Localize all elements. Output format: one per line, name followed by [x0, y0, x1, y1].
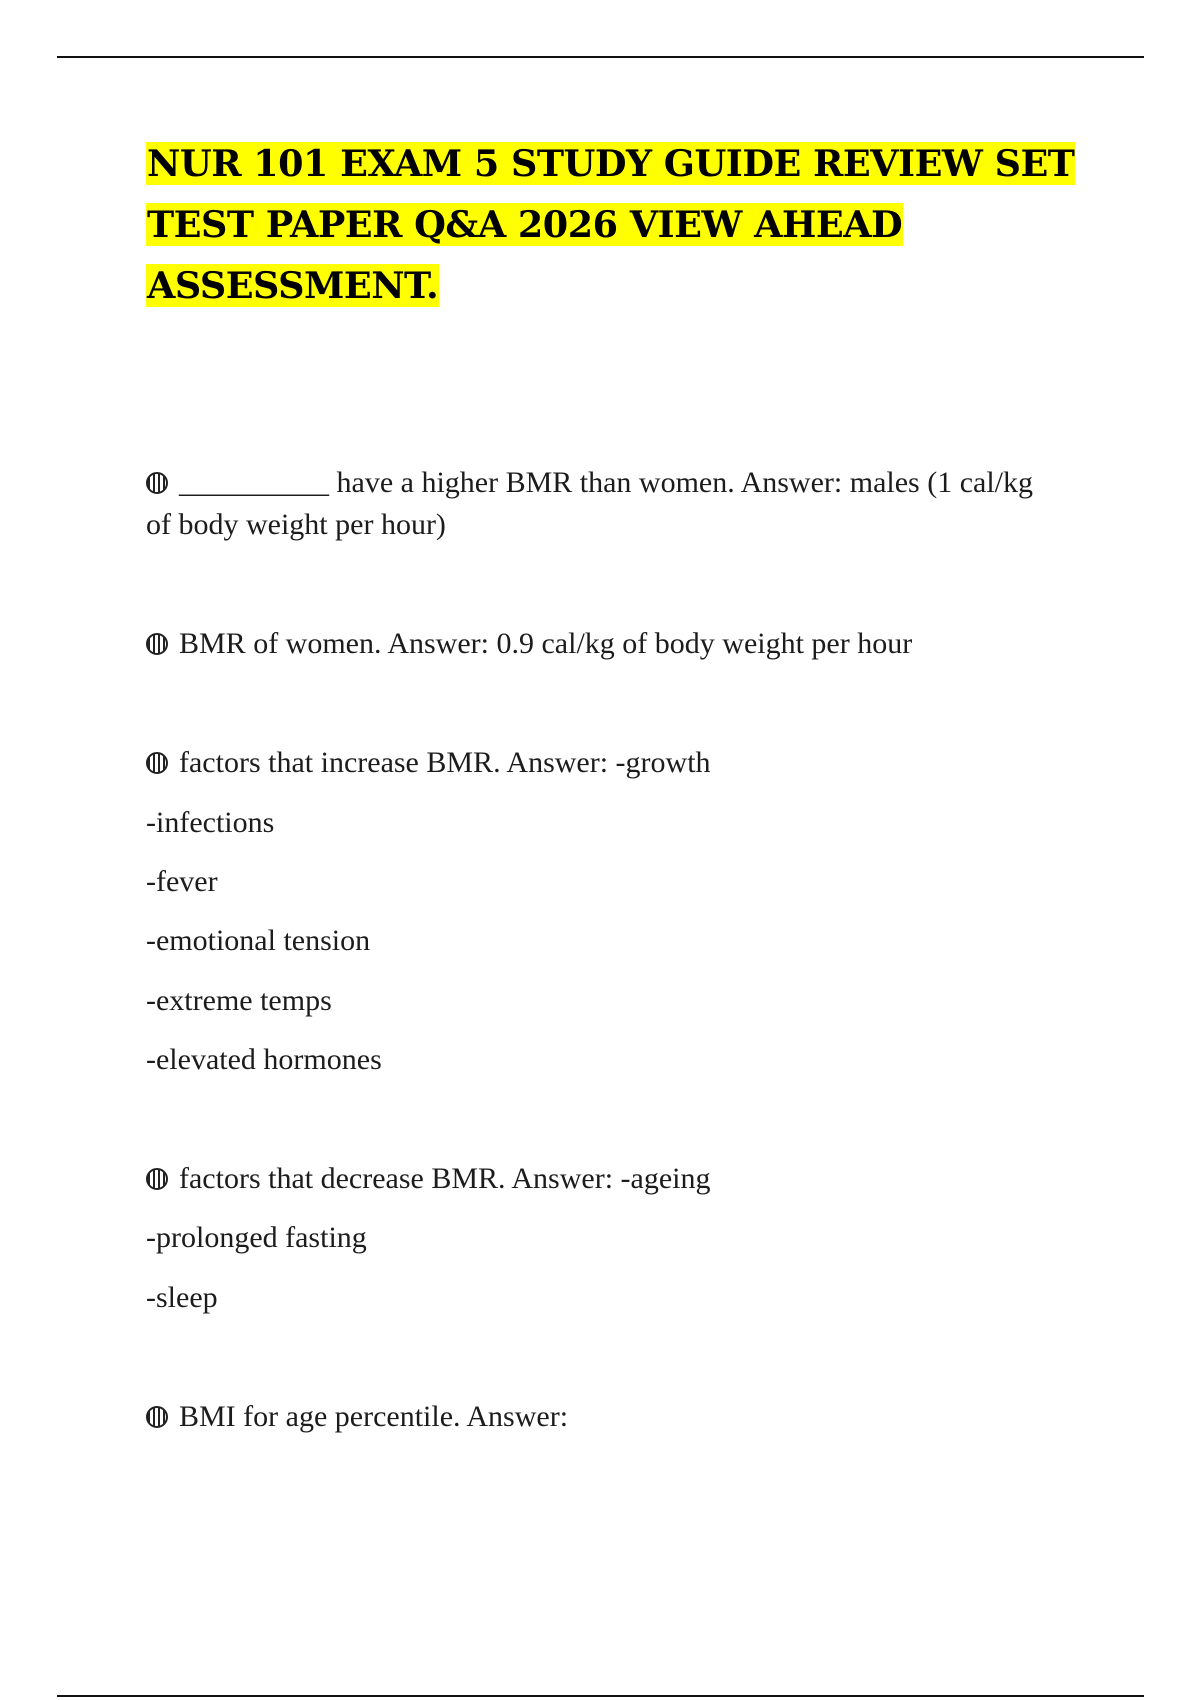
qa-text: BMI for age percentile. Answer:: [179, 1400, 569, 1433]
circle-bullet-icon: [146, 752, 168, 774]
answer-line: -emotional tension: [146, 924, 371, 957]
qa-item-3: [146, 742, 1046, 784]
answer-line: -elevated hormones: [146, 1043, 382, 1076]
qa-text: __________ have a higher BMR than women. Answer: males (1 cal/kg of body weight per hour): [146, 466, 1034, 541]
bottom-rule: [57, 1695, 1144, 1697]
answer-line: -extreme temps: [146, 984, 332, 1017]
answer-line: -prolonged fasting: [146, 1221, 367, 1254]
circle-bullet-icon: [146, 472, 168, 494]
document-title: [146, 142, 1075, 325]
answer-line: -fever: [146, 865, 218, 898]
answer-line: -infections: [146, 806, 275, 839]
qa-text: factors that decrease BMR. Answer: -ageing: [179, 1162, 711, 1195]
top-rule: [57, 56, 1144, 58]
answer-line: -sleep: [146, 1281, 218, 1314]
circle-bullet-icon: [146, 633, 168, 655]
qa-text: BMR of women. Answer: 0.9 cal/kg of body weight per hour: [179, 627, 913, 660]
circle-bullet-icon: [146, 1406, 168, 1428]
qa-text: factors that increase BMR. Answer: -growth: [179, 746, 711, 779]
qa-item-4: [146, 1158, 1046, 1200]
title-line-1: NUR 101 EXAM 5 STUDY GUIDE REVIEW SET: [147, 142, 1075, 185]
title-line-2: TEST PAPER Q&A 2026 VIEW AHEAD: [147, 203, 903, 246]
qa-item-5: [146, 1396, 1046, 1438]
title-line-3: ASSESSMENT.: [147, 264, 439, 307]
qa-item-2: [146, 623, 1046, 665]
qa-item-1: [146, 462, 1046, 546]
circle-bullet-icon: [146, 1168, 168, 1190]
